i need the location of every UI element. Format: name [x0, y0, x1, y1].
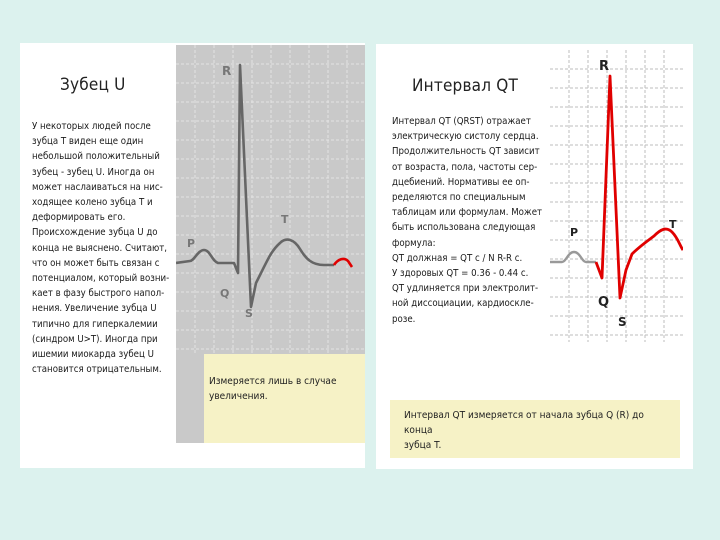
qt-description	[392, 114, 552, 327]
u-wave-title: Зубец U	[60, 75, 126, 95]
u-wave-text-line: потенциалом, который возни-	[32, 273, 170, 285]
u-wave-text-line: (синдром U>T). Иногда при	[32, 333, 158, 345]
label-p: P	[187, 237, 196, 250]
qt-title: Интервал QT	[412, 76, 519, 96]
qt-text-line: быть использована следующая	[392, 222, 536, 234]
u-wave-text-line: кает в фазу быстрого напол-	[32, 288, 165, 300]
u-wave-highlight	[334, 259, 352, 267]
qt-text-line: таблицам или формулам. Может	[392, 207, 543, 219]
label-t: T	[669, 218, 677, 231]
qt-text-line: формула:	[392, 237, 436, 249]
ecg-trace-p	[550, 252, 596, 262]
ecg-svg-right	[550, 50, 683, 342]
u-wave-text-line: ходящее колено зубца Т и	[32, 197, 153, 209]
qt-text-line: Интервал QT (QRST) отражает	[392, 116, 531, 127]
label-s: S	[618, 315, 627, 329]
u-wave-text-line: ишемии миокарда зубец U	[32, 349, 154, 361]
u-wave-note: Измеряется лишь в случае увеличения.	[204, 354, 365, 443]
label-s: S	[245, 307, 253, 320]
label-q: Q	[598, 295, 610, 310]
u-wave-description	[32, 119, 177, 377]
qt-text-line: QT должная = QT c / N R-R c.	[392, 252, 523, 264]
qt-text-line: ной диссоциации, кардиоскле-	[392, 298, 534, 310]
label-p: P	[570, 226, 579, 239]
ecg-diagram-qt	[550, 50, 683, 342]
qt-text-line: Продолжительность QT зависит	[392, 146, 540, 158]
qt-text-line: ределяются по специальным	[392, 192, 526, 204]
label-t: T	[281, 213, 289, 226]
panel-u-wave	[20, 43, 365, 468]
u-wave-text-line: небольшой положительный	[32, 151, 160, 163]
qt-text-line: от возраста, пола, частоты сер-	[392, 161, 538, 173]
u-wave-text-line: нения. Увеличение зубца U	[32, 303, 157, 315]
label-r: R	[222, 64, 232, 78]
u-wave-text-line: может наслаиваться на нис-	[32, 181, 163, 193]
ecg-trace-left	[176, 65, 334, 307]
ecg-trace-qt	[596, 76, 683, 298]
ecg-diagram-u-wave	[176, 45, 365, 443]
label-r: R	[599, 59, 610, 74]
panel-qt-interval	[376, 44, 693, 469]
u-wave-text-line: зубца Т виден еще один	[32, 136, 144, 148]
u-wave-text-line: что он может быть связан с	[32, 257, 160, 269]
u-wave-text-line: зубец - зубец U. Иногда он	[32, 166, 155, 178]
qt-text-line: QT удлиняется при электролит-	[392, 283, 539, 295]
u-wave-text-line: конца не выяснено. Считают,	[32, 242, 168, 254]
qt-text-line: электрическую систолу сердца.	[392, 131, 539, 143]
u-wave-text-line: Происхождение зубца U до	[32, 227, 158, 239]
u-wave-text-line: деформировать его.	[32, 212, 126, 224]
u-wave-text-line: типично для гиперкалемии	[32, 318, 158, 330]
u-wave-text-line: У некоторых людей после	[32, 121, 151, 132]
u-wave-text-line: становится отрицательным.	[32, 364, 162, 376]
qt-text-line: дцебиений. Нормативы ее оп-	[392, 176, 530, 188]
qt-text-line: У здоровых QT = 0.36 - 0.44 c.	[392, 268, 529, 280]
label-q: Q	[220, 287, 230, 300]
qt-text-line: розе.	[392, 313, 416, 325]
qt-note: Интервал QT измеряется от начала зубца Q (R) до конца зубца T.	[390, 400, 680, 458]
